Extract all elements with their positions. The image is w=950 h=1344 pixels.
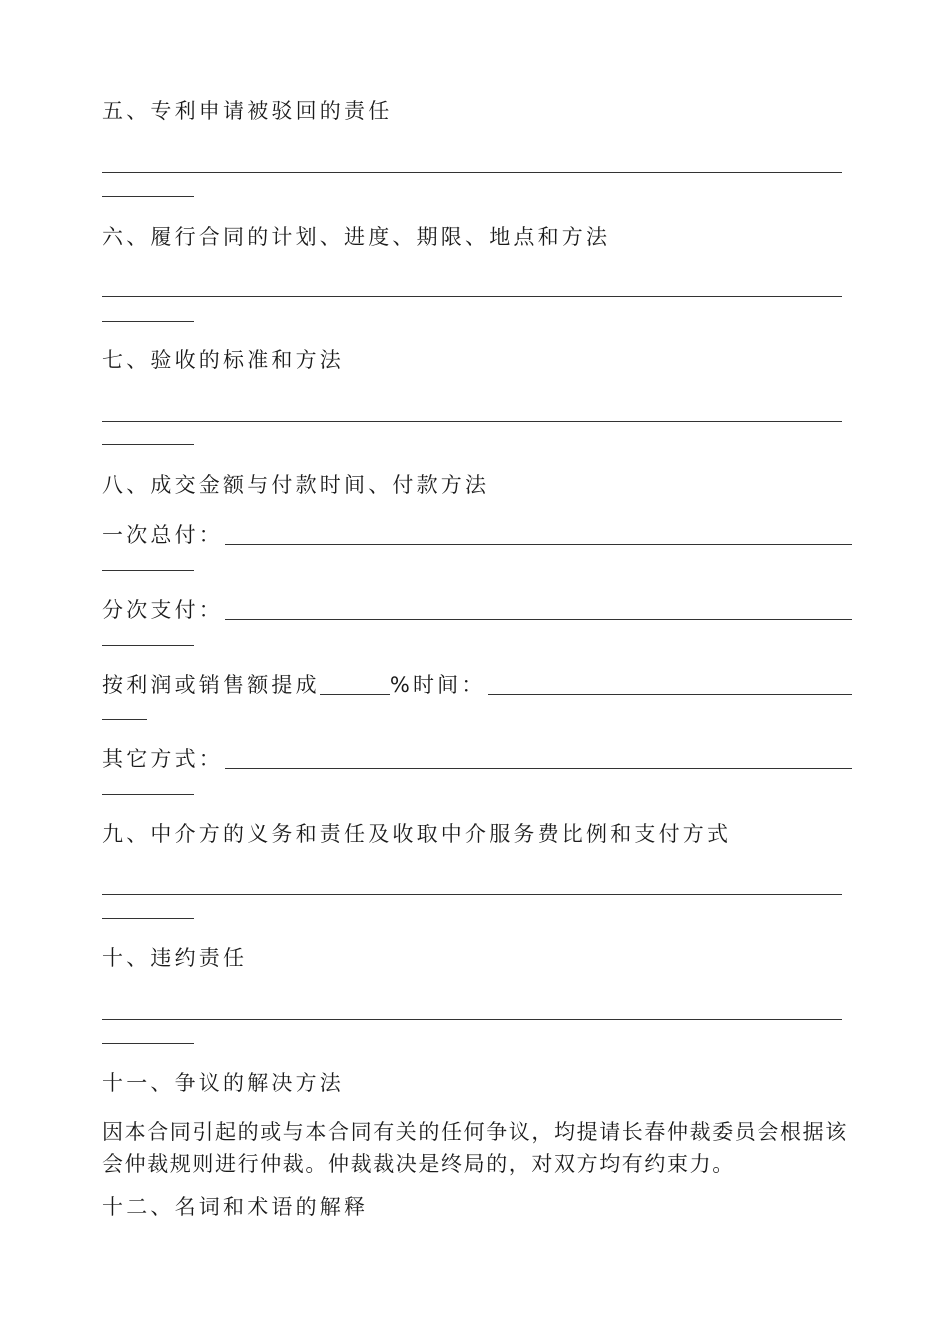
blank-line [102,296,842,297]
commission-percent-blank [320,694,390,695]
blank-line-continuation [102,794,194,795]
payment-commission-label: 按利润或销售额提成 [102,673,320,697]
payment-other-blank [225,768,852,769]
blank-line [102,1019,842,1020]
payment-installment-label: 分次支付： [102,598,223,622]
section-heading-12: 十二、名词和术语的解释 [102,1195,369,1219]
blank-line-continuation [102,321,194,322]
section-heading-11: 十一、争议的解决方法 [102,1071,344,1095]
payment-installment-row [102,596,852,624]
payment-commission-time-label: %时间： [389,673,486,697]
payment-lump-sum-blank [225,544,852,545]
blank-line-continuation [102,1043,194,1044]
payment-other-label: 其它方式： [102,747,223,771]
blank-line [102,172,842,173]
blank-line-continuation [102,196,194,197]
section-heading-8: 八、成交金额与付款时间、付款方法 [102,473,490,497]
blank-line-continuation [102,645,194,646]
payment-installment-blank [225,619,852,620]
blank-line [102,421,842,422]
payment-commission-row [102,671,852,699]
payment-other-row [102,745,852,773]
payment-commission-blank [488,694,852,695]
blank-line-continuation [102,570,194,571]
section-heading-6: 六、履行合同的计划、进度、期限、地点和方法 [102,225,611,249]
section-heading-7: 七、验收的标准和方法 [102,348,344,372]
blank-line-continuation [102,444,194,445]
section-heading-5: 五、专利申请被驳回的责任 [102,99,393,123]
payment-lump-sum-label: 一次总付： [102,523,223,547]
dispute-resolution-paragraph: 因本合同引起的或与本合同有关的任何争议，均提请长春仲裁委员会根据该会仲裁规则进行仲裁。仲裁裁决是终局的，对双方均有约束力。 [102,1120,848,1176]
section-heading-10: 十、违约责任 [102,946,248,970]
section-heading-9: 九、中介方的义务和责任及收取中介服务费比例和支付方式 [102,822,732,846]
blank-line-continuation [102,719,147,720]
blank-line [102,894,842,895]
blank-line-continuation [102,918,194,919]
payment-lump-sum-row [102,521,852,549]
